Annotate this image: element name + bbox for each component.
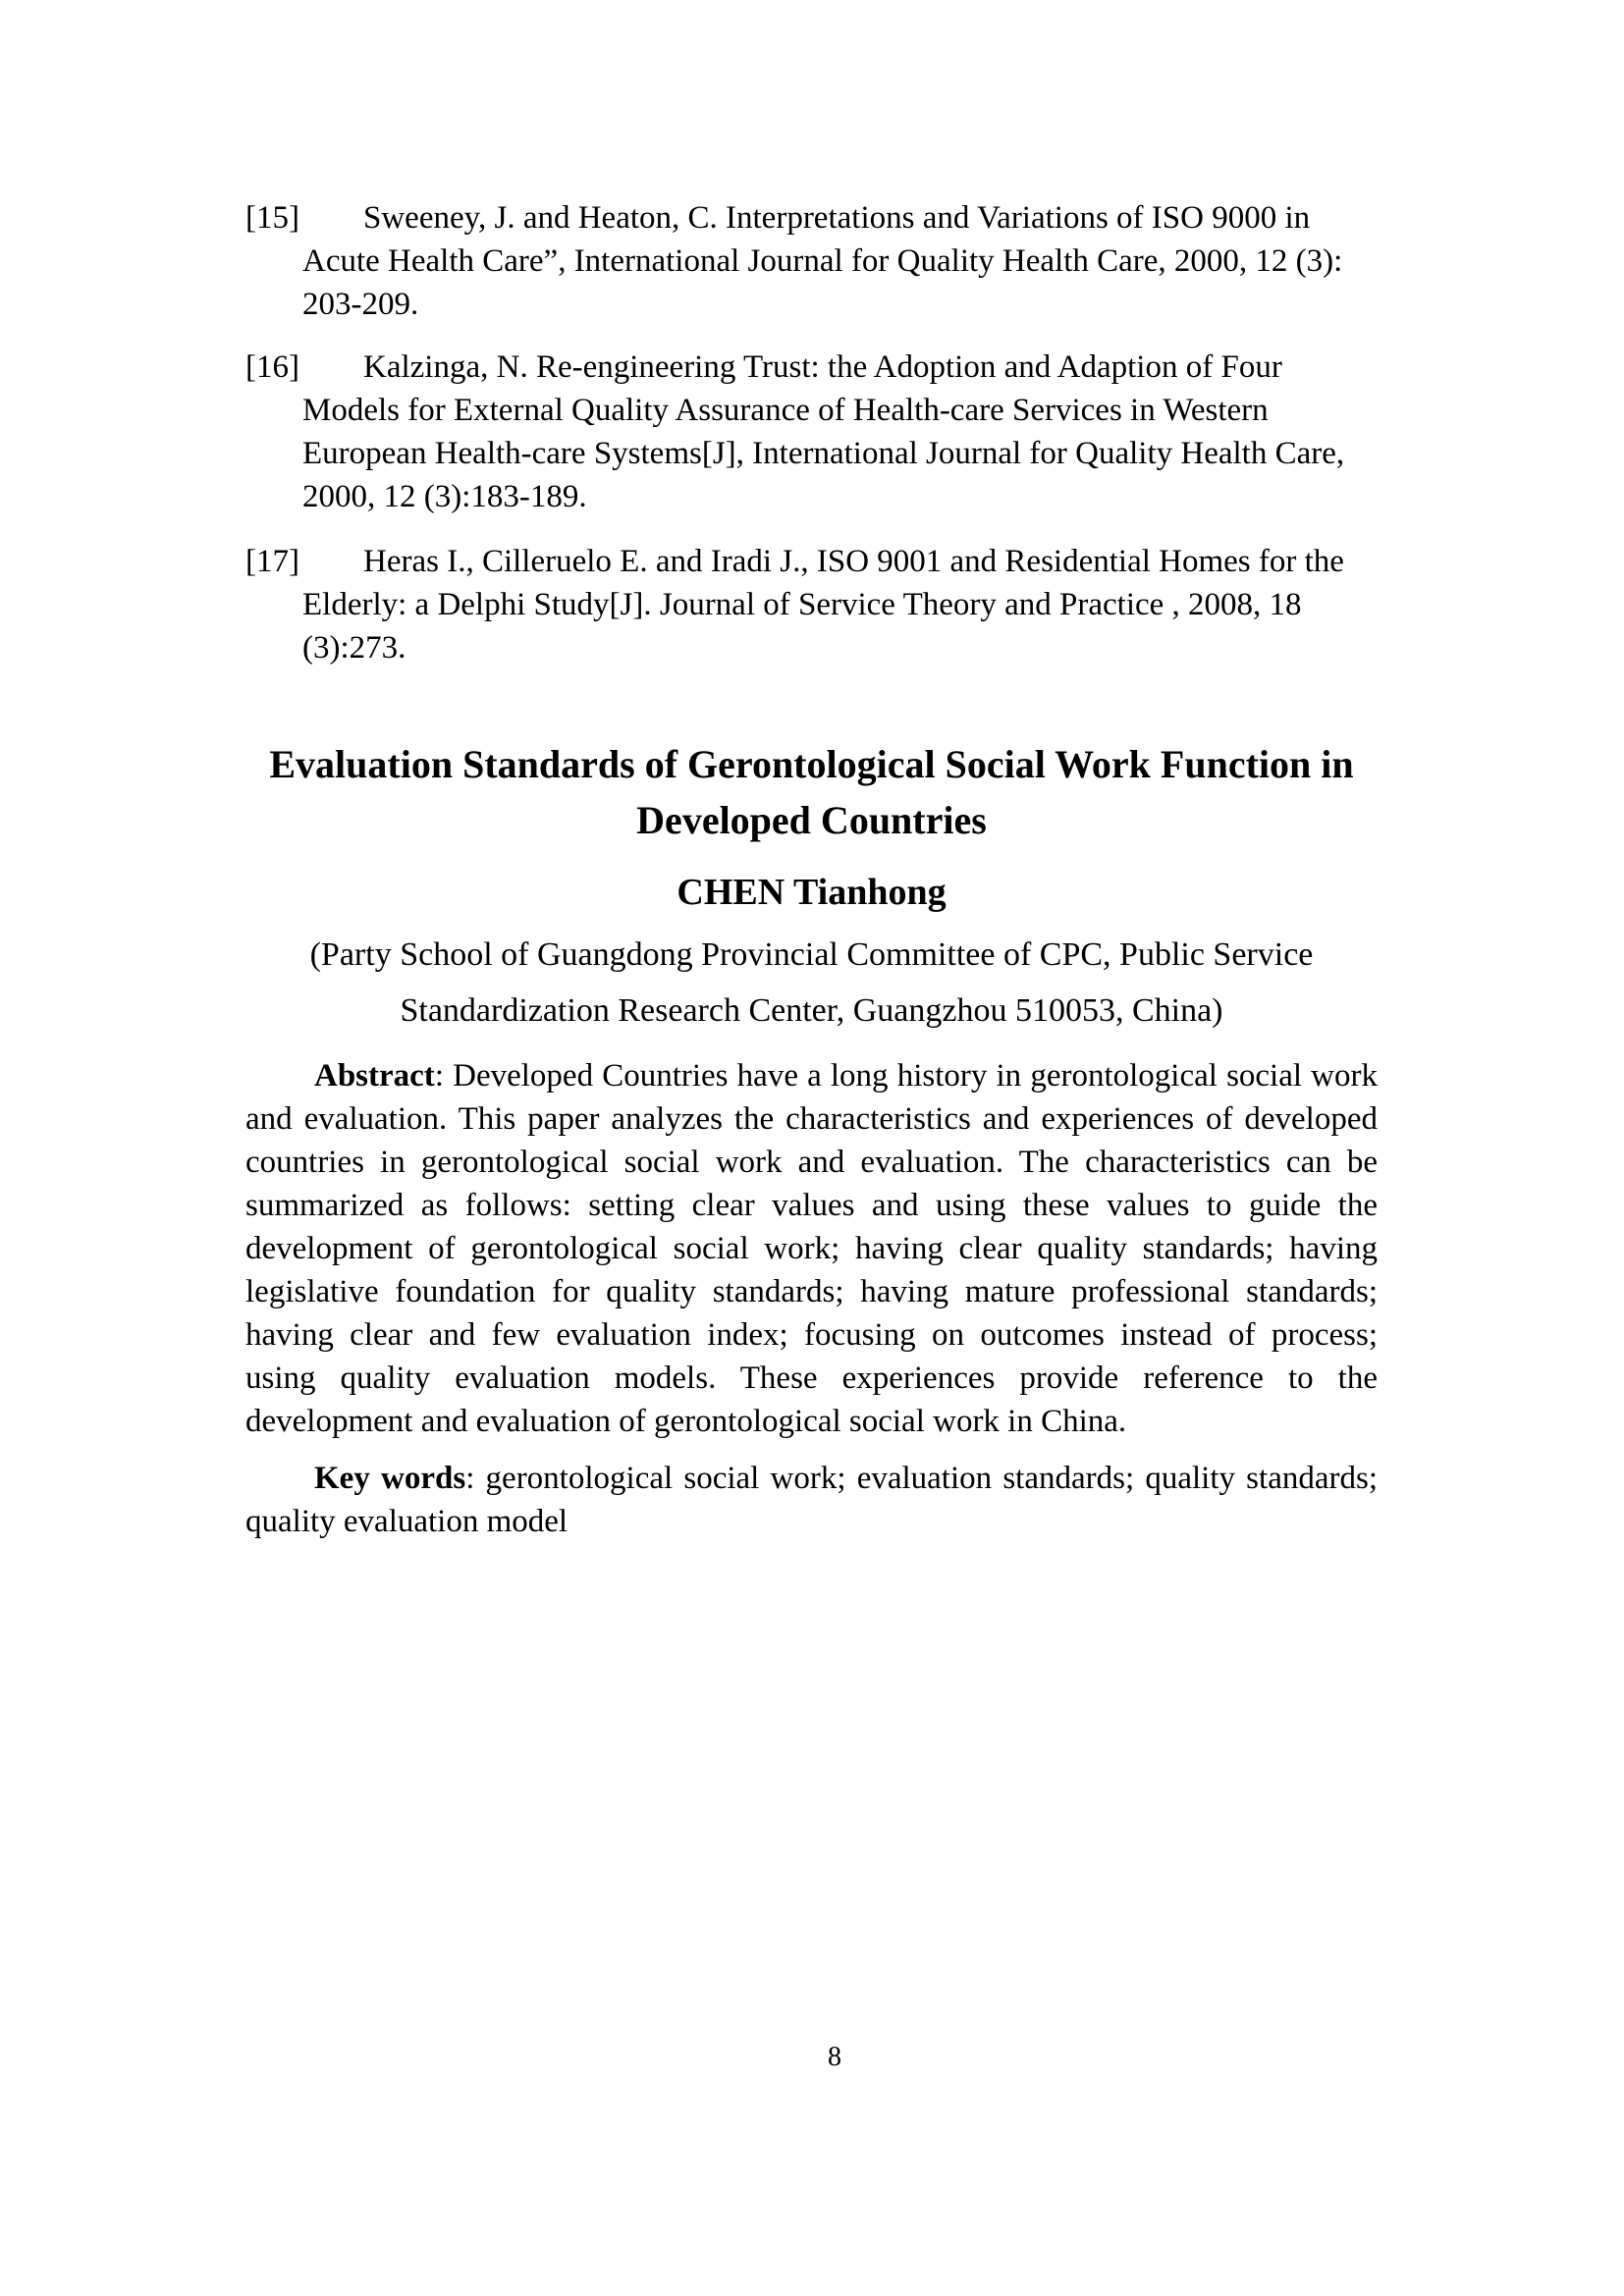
reference-item-17 bbox=[245, 540, 1384, 669]
reference-line: Elderly: a Delphi Study[J]. Journal of Service Theory and Practice , 2008, 18 bbox=[302, 587, 1302, 622]
abstract-label: Abstract bbox=[314, 1058, 435, 1094]
keywords-text: : gerontological social work; evaluation standards; quality standards; bbox=[465, 1461, 1378, 1496]
abstract-section bbox=[245, 1054, 1378, 1443]
keywords-section bbox=[245, 1457, 1378, 1543]
page-number: 8 bbox=[828, 2042, 841, 2072]
reference-number: [16] bbox=[245, 349, 299, 385]
abstract-line bbox=[245, 1054, 1378, 1097]
reference-line: 203-209. bbox=[302, 287, 419, 322]
abstract-line: development of gerontological social work; having clear quality standards; having bbox=[245, 1231, 1378, 1266]
paper-title-line: Evaluation Standards of Gerontological Social Work Function in bbox=[269, 742, 1354, 786]
reference-number: [15] bbox=[245, 200, 299, 236]
affiliation-line: Standardization Research Center, Guangzhou 510053, China) bbox=[400, 992, 1223, 1029]
abstract-text: : Developed Countries have a long history in gerontological social work bbox=[434, 1058, 1378, 1094]
reference-item-15 bbox=[245, 196, 1384, 326]
paper-title-line: Developed Countries bbox=[636, 798, 987, 842]
keywords-line: quality evaluation model bbox=[245, 1504, 568, 1539]
reference-line: Heras I., Cilleruelo E. and Iradi J., ISO 9001 and Residential Homes for the bbox=[363, 544, 1344, 579]
abstract-line: legislative foundation for quality standards; having mature professional standards; bbox=[245, 1274, 1378, 1309]
reference-line: Kalzinga, N. Re-engineering Trust: the Adoption and Adaption of Four bbox=[363, 349, 1282, 385]
abstract-line: using quality evaluation models. These experiences provide reference to the bbox=[245, 1361, 1378, 1396]
reference-line: (3):273. bbox=[302, 630, 406, 666]
reference-line: 2000, 12 (3):183-189. bbox=[302, 479, 587, 514]
paper-title bbox=[245, 736, 1378, 848]
author-affiliation bbox=[245, 927, 1378, 1039]
abstract-line: development and evaluation of gerontological social work in China. bbox=[245, 1404, 1127, 1439]
abstract-line: summarized as follows: setting clear values and using these values to guide the bbox=[245, 1188, 1378, 1223]
reference-line: European Health-care Systems[J], International Journal for Quality Health Care, bbox=[302, 436, 1345, 471]
reference-line: Sweeney, J. and Heaton, C. Interpretations and Variations of ISO 9000 in bbox=[363, 200, 1311, 236]
reference-line: Models for External Quality Assurance of Health-care Services in Western bbox=[302, 393, 1269, 428]
reference-item-16 bbox=[245, 346, 1384, 518]
abstract-line: and evaluation. This paper analyzes the characteristics and experiences of developed bbox=[245, 1101, 1378, 1137]
keywords-line bbox=[245, 1457, 1378, 1500]
affiliation-line: (Party School of Guangdong Provincial Committee of CPC, Public Service bbox=[309, 936, 1314, 973]
reference-line: Acute Health Care”, International Journal for Quality Health Care, 2000, 12 (3): bbox=[302, 243, 1343, 279]
abstract-line: countries in gerontological social work and evaluation. The characteristics can be bbox=[245, 1145, 1378, 1180]
abstract-line: having clear and few evaluation index; focusing on outcomes instead of process; bbox=[245, 1317, 1378, 1353]
reference-number: [17] bbox=[245, 544, 299, 579]
author-name: CHEN Tianhong bbox=[677, 872, 947, 913]
keywords-label: Key words bbox=[314, 1461, 466, 1496]
